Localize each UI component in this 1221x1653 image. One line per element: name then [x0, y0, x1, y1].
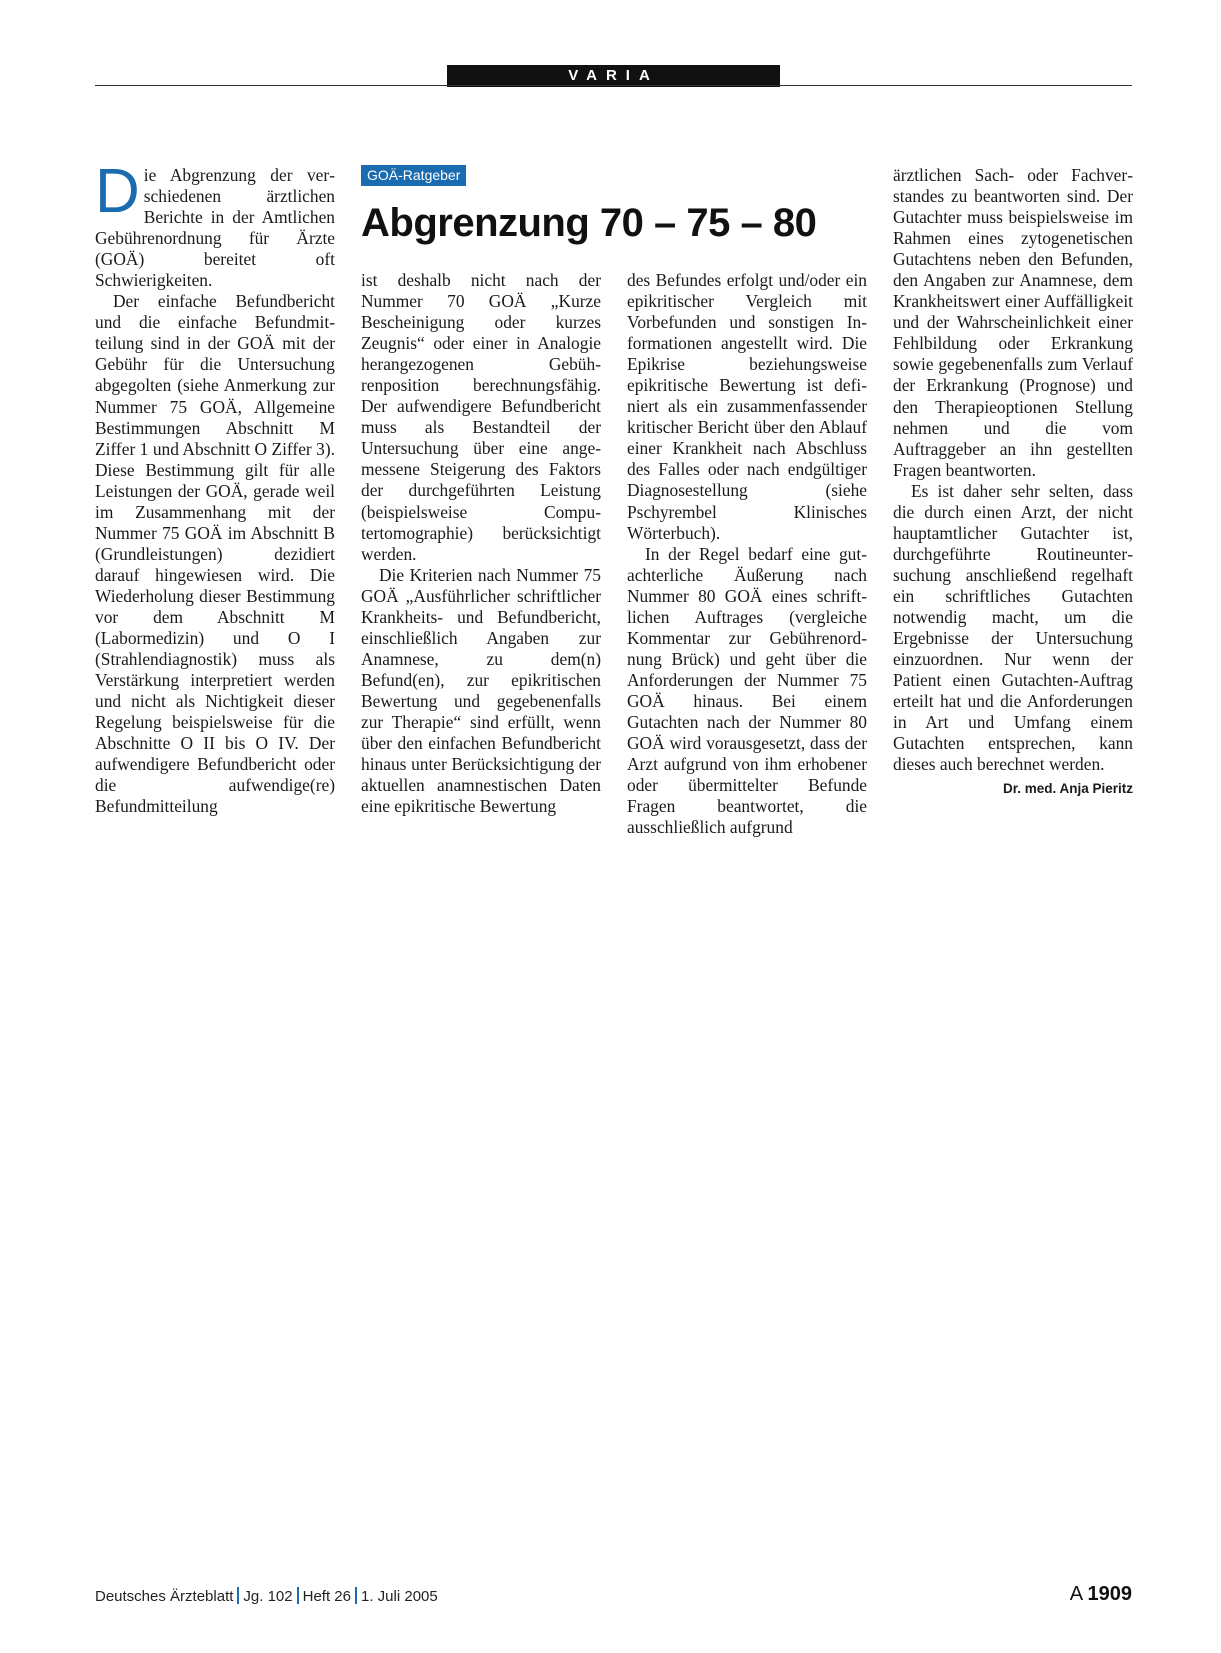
drop-cap: D: [95, 157, 140, 226]
paragraph: Der einfache Befundbericht und die einfache Befundmitteilung sind in der GOÄ mit der Gebühr für die Untersuchung abgegolten (siehe Anmerkung zur Nummer 75 GOÄ, Allgemeine Bestimmungen Abschnitt M Ziffer 1 und Abschnitt O Ziffer 3). Diese Bestimmung gilt für alle Leistungen der GOÄ, gerade weil im Zusammenhang mit der Nummer 75 GOÄ im Abschnitt B (Grundleistungen) dezidiert darauf hingewiesen wird. Die Wiederholung dieser Bestimmung vor dem Abschnitt M (Labormedizin) und O I (Strahlendiagnostik) muss als Verstärkung interpretiert werden und nicht als Nichtigkeit dieser Regelung beispielsweise für die Abschnitte O II bis O IV. Der aufwendigere Befundbericht oder die aufwendige(re) Befundmitteilung: [95, 291, 335, 817]
paragraph: ärztlichen Sach- oder Fachverstandes zu beantworten sind. Der Gutachter muss beispielsweise im Rahmen eines zytogenetischen Gutachtens neben den Befunden, den Angaben zur Anamnese, dem Krankheitswert einer Auffälligkeit und der Wahrscheinlichkeit einer Fehlbildung oder Erkrankung sowie gegebenenfalls zum Verlauf der Erkrankung (Prognose) und den Therapieoptionen Stellung nehmen und die vom Auftraggeber an ihn gestellten Fragen beantworten.: [893, 165, 1133, 480]
footer-divider: [297, 1587, 299, 1604]
article-column-2: [361, 270, 601, 817]
page-prefix: A: [1069, 1583, 1082, 1605]
page-number-value: 1909: [1087, 1583, 1132, 1605]
article-column-4: [893, 165, 1133, 799]
paragraph-text: ie Abgrenzung der verschiedenen ärztlichen Berichte in der Amtlichen Gebührenordnung für Ärzte (GOÄ) bereitet oft Schwierigkeiten.: [95, 165, 335, 291]
footer-divider: [237, 1587, 239, 1604]
paragraph: [95, 157, 335, 291]
volume: Jg. 102: [243, 1588, 293, 1605]
paragraph: ist deshalb nicht nach der Nummer 70 GOÄ „Kurze Bescheinigung oder kurzes Zeugnis“ oder einer in Analogie herangezogenen Gebührenposition berechnungsfähig. Der aufwendigere Befundbericht muss als Bestandteil der Untersuchung über eine angemessene Steigerung des Faktors der durchgeführten Leistung (beispielsweise Computertomographie) berücksichtigt werden.: [361, 270, 601, 564]
footer-citation: [95, 1587, 438, 1605]
article-column-1: [95, 157, 335, 817]
article-title: Abgrenzung 70 – 75 – 80: [361, 201, 817, 245]
footer-divider: [355, 1587, 357, 1604]
article-kicker: GOÄ-Ratgeber: [361, 165, 466, 186]
paragraph: Die Kriterien nach Nummer 75 GOÄ „Ausführlicher schriftlicher Krankheits- und Befundbericht, einschließlich Angaben zur Anamnese, zu dem(n) Befund(en), zur epikritischen Bewertung und gegebenenfalls zur Therapie“ sind erfüllt, wenn über den einfachen Befundbericht hinaus unter Berücksichtigung der aktuellen anamnestischen Daten eine epikritische Bewertung: [361, 564, 601, 817]
article-column-3: [627, 270, 867, 838]
journal-name: Deutsches Ärzteblatt: [95, 1588, 234, 1605]
section-label: VARIA: [447, 65, 780, 87]
author-byline: Dr. med. Anja Pieritz: [1002, 781, 1133, 797]
issue-date: 1. Juli 2005: [361, 1588, 438, 1605]
paragraph: des Befundes erfolgt und/oder ein epikritischer Vergleich mit Vorbefunden und sonstigen Informationen angestellt wird. Die Epikrise beziehungsweise epikritische Bewertung ist definiert als ein zusammenfassender kritischer Bericht über den Ablauf einer Krankheit nach Abschluss des Falles oder nach endgültiger Diagnosestellung (siehe Pschyrembel Klinisches Wörterbuch).: [627, 270, 867, 543]
paragraph: [893, 480, 1133, 797]
issue: Heft 26: [302, 1588, 351, 1605]
header-rule: [95, 85, 1132, 86]
paragraph-text: Es ist daher sehr selten, dass die durch einen Arzt, der nicht hauptamtlicher Gutachter ist, durchgeführte Routineuntersuchung anschließend regelhaft ein schriftliches Gutachten notwendig macht, um die Ergebnisse der Untersuchung einzuordnen. Nur wenn der Patient einen Gutachten-Auftrag erteilt hat und die Anforderungen in Art und Umfang einem Gutachten entsprechen, kann dieses auch berechnet werden.: [893, 480, 1133, 775]
page-number: [1070, 1583, 1132, 1606]
paragraph: In der Regel bedarf eine gutachterliche Äußerung nach Nummer 80 GOÄ eines schriftlichen Auftrages (vergleiche Kommentar zur Gebührenordnung Brück) und geht über die Anforderungen der Nummer 75 GOÄ hinaus. Bei einem Gutachten nach der Nummer 80 GOÄ wird vorausgesetzt, dass der Arzt aufgrund von ihm erhobener oder übermittelter Befunde Fragen beantwortet, die ausschließlich aufgrund: [627, 543, 867, 838]
